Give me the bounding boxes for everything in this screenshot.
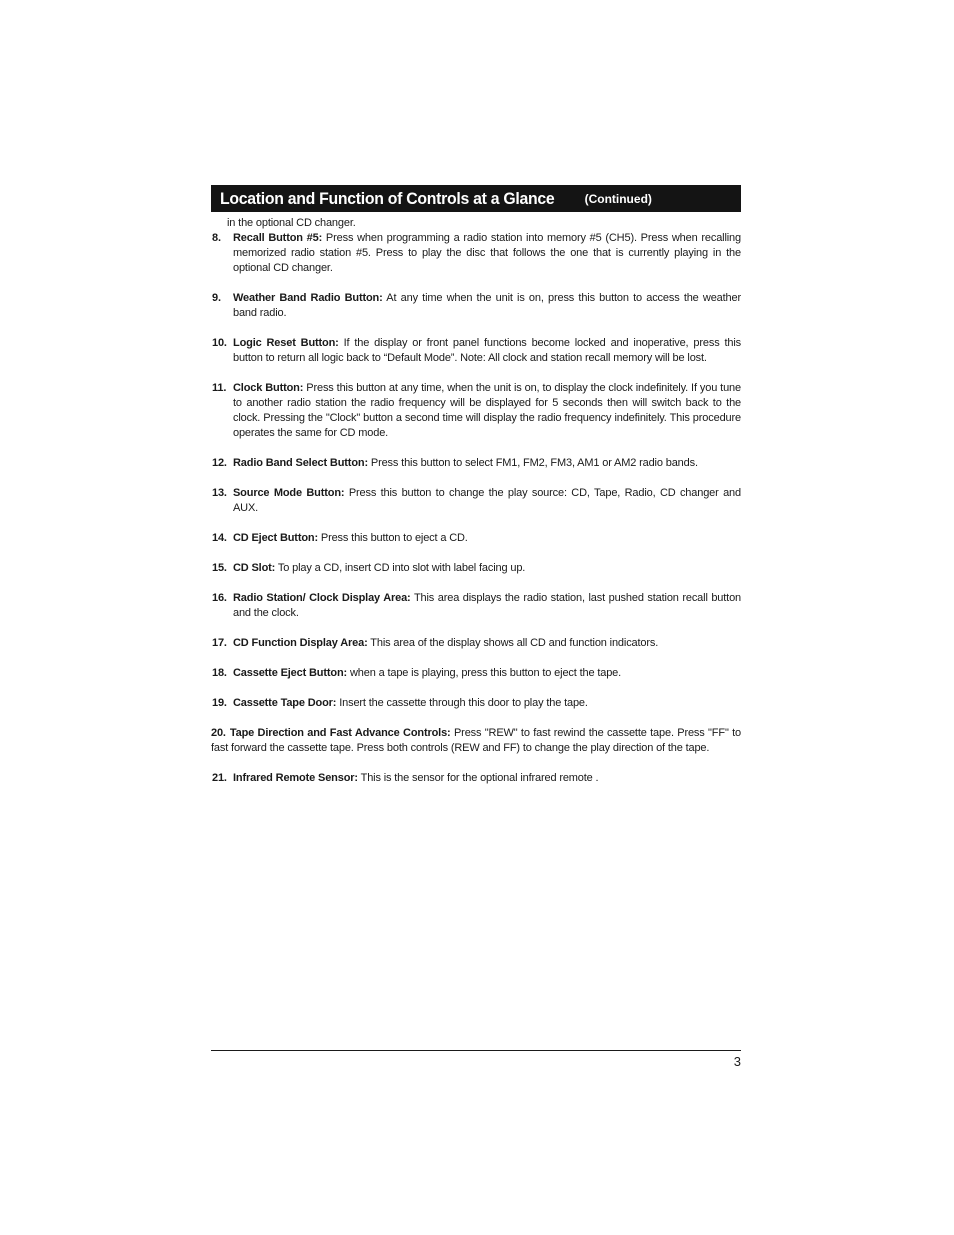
list-item (211, 666, 741, 681)
footer-divider (211, 1050, 741, 1051)
controls-list (211, 216, 741, 801)
item-label: CD Eject Button: (233, 532, 318, 544)
item-label: Recall Button #5: (233, 232, 323, 244)
item-number: 10. (212, 337, 227, 349)
item-label: Cassette Eject Button: (233, 667, 348, 679)
item-label: Infrared Remote Sensor: (233, 772, 358, 784)
section-subtitle: (Continued) (584, 191, 652, 206)
list-item (211, 531, 741, 546)
list-item (211, 591, 741, 621)
list-item (211, 381, 741, 441)
item-number: 15. (212, 562, 227, 574)
item-label: CD Slot: (233, 562, 276, 574)
item-label: Clock Button: (233, 382, 304, 394)
item-text: At any time when the unit is on, press this button to access the weather band radio. (233, 292, 741, 319)
list-item (211, 291, 741, 321)
item-number: 8. (212, 232, 221, 244)
continuation-text: in the optional CD changer. (227, 217, 356, 229)
item-text: This area displays the radio station, last pushed station recall button and the clock. (233, 592, 742, 619)
item-label: Cassette Tape Door: (233, 697, 337, 709)
list-item (211, 486, 741, 516)
item-label: Source Mode Button: (233, 487, 345, 499)
item-text: Press when programming a radio station into memory #5 (CH5). Press when recalling memorized radio station #5. Press to play the disc that follows the one that is currently playing in the optional CD changer. (233, 232, 741, 274)
item-label: Weather Band Radio Button: (233, 292, 383, 304)
item-text: This is the sensor for the optional infrared remote . (357, 772, 599, 784)
list-item (211, 696, 741, 711)
list-item (211, 561, 741, 576)
item-text: If the display or front panel functions become locked and inoperative, press this button to return all logic back to “Default Mode”. Note: All clock and station recall memory will be lost. (233, 337, 741, 364)
item-text: Press this button to change the play source: CD, Tape, Radio, CD changer and AUX. (233, 487, 741, 514)
item-text: when a tape is playing, press this button to eject the tape. (347, 667, 622, 679)
item-text: Insert the cassette through this door to play the tape. (336, 697, 588, 709)
item-number: 18. (212, 667, 227, 679)
item-text: To play a CD, insert CD into slot with label facing up. (275, 562, 526, 574)
item-number: 14. (212, 532, 227, 544)
item-number: 13. (212, 487, 227, 499)
item-number: 21. (212, 772, 227, 784)
item-text: Press this button to eject a CD. (317, 532, 468, 544)
item-text: Press this button to select FM1, FM2, FM3, AM1 or AM2 radio bands. (367, 457, 698, 469)
item-number: 16. (212, 592, 227, 604)
item-number: 12. (212, 457, 227, 469)
section-header-bar (211, 185, 741, 212)
item-label: Radio Station/ Clock Display Area: (233, 592, 411, 604)
list-item (211, 771, 741, 786)
list-item (211, 726, 741, 756)
item-label: Radio Band Select Button: (233, 457, 368, 469)
list-item (211, 336, 741, 366)
list-item (211, 231, 741, 276)
item-label: Tape Direction and Fast Advance Controls: (229, 727, 451, 739)
item-text: This area of the display shows all CD and function indicators. (367, 637, 659, 649)
list-item (211, 456, 741, 471)
item-number: 11. (212, 382, 227, 394)
list-item (211, 636, 741, 651)
section-title: Location and Function of Controls at a Glance (220, 188, 555, 208)
page-number: 3 (733, 1054, 741, 1069)
item-number: 9. (212, 292, 221, 304)
item-label: Logic Reset Button: (233, 337, 339, 349)
item-label: CD Function Display Area: (233, 637, 368, 649)
item-number: 17. (212, 637, 227, 649)
item-text: Press this button at any time, when the unit is on, to display the clock indefinitely. If you tune to another radio station the radio frequency will be displayed for 5 seconds then will switch back to the clock. Pressing the "Clock" button a second time will display the radio frequency indefinitely. This procedure operates the same for CD mode. (233, 382, 741, 439)
item-text: Press "REW" to fast rewind the cassette tape. Press "FF" to fast forward the cassette tape. Press both controls (REW and FF) to change the play direction of the tape. (211, 727, 741, 754)
item-number: 20. (211, 727, 226, 739)
item-number: 19. (212, 697, 227, 709)
